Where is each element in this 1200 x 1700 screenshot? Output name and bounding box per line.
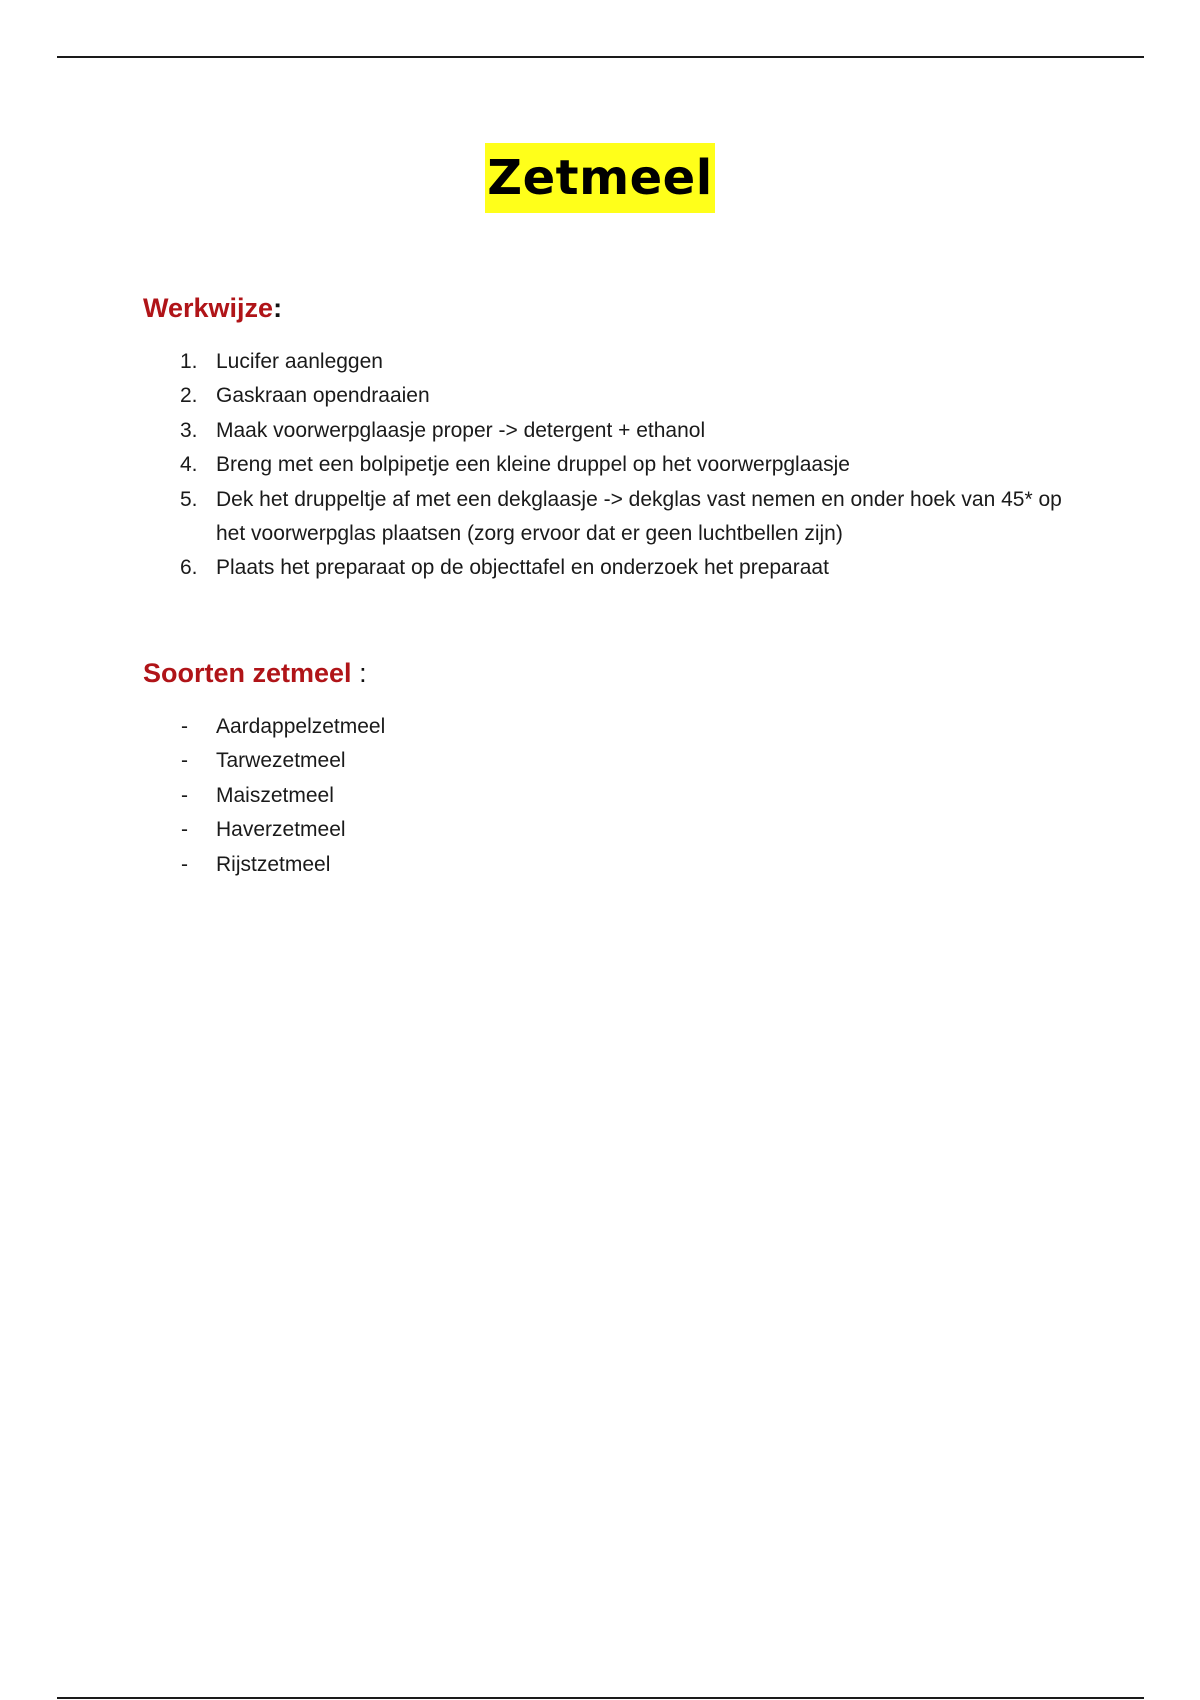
list-item-text: Gaskraan opendraaien: [216, 384, 430, 408]
list-item: [0, 744, 1066, 778]
list-item: [0, 345, 1066, 379]
starch-types-list: [0, 710, 1066, 882]
list-item-number: 6.: [180, 556, 198, 580]
list-item-bullet: -: [181, 749, 188, 773]
list-item-text: Plaats het preparaat op de objecttafel en onderzoek het preparaat: [216, 556, 829, 580]
list-item-text: Dek het druppeltje af met een dekglaasje -> dekglas vast nemen en onder hoek van 45* op het voorwerpglas plaatsen (zorg ervoor dat er geen luchtbellen zijn): [216, 487, 1062, 546]
list-item: [0, 710, 1066, 744]
bottom-rule: [57, 1697, 1144, 1699]
list-item: [0, 448, 1066, 482]
procedure-steps-list: [0, 345, 1100, 586]
section-heading-text: Soorten zetmeel: [143, 658, 352, 688]
list-item-text: Breng met een bolpipetje een kleine druppel op het voorwerpglaasje: [216, 453, 850, 477]
list-item: [0, 848, 1066, 882]
list-item-number: 3.: [180, 418, 198, 442]
section-heading-colon: :: [351, 658, 367, 688]
section-heading-soorten-zetmeel: [143, 655, 367, 691]
list-item-text: Tarwezetmeel: [216, 749, 346, 773]
page-title: Zetmeel: [485, 143, 714, 213]
list-item-bullet: -: [181, 715, 188, 738]
list-item-number: 1.: [180, 350, 198, 373]
section-heading-werkwijze: [143, 290, 282, 326]
list-item-text: Maiszetmeel: [216, 783, 334, 807]
list-item-number: 2.: [180, 384, 198, 408]
list-item: [0, 779, 1066, 813]
list-item-bullet: -: [181, 852, 188, 876]
list-item: [0, 551, 1066, 585]
list-item-text: Maak voorwerpglaasje proper -> detergent + ethanol: [216, 418, 706, 442]
list-item-bullet: -: [181, 818, 188, 842]
list-item-number: 5.: [180, 487, 198, 511]
list-item: [0, 414, 1066, 448]
list-item: [0, 813, 1066, 847]
title-container: [0, 143, 1200, 213]
top-rule: [57, 56, 1144, 58]
section-heading-colon: :: [273, 293, 283, 323]
list-item-text: Aardappelzetmeel: [216, 715, 386, 738]
list-item-text: Rijstzetmeel: [216, 852, 331, 876]
list-item-text: Haverzetmeel: [216, 818, 346, 842]
list-item-number: 4.: [180, 453, 198, 477]
list-item: [0, 379, 1066, 413]
list-item: [0, 483, 1066, 552]
list-item-text: Lucifer aanleggen: [216, 350, 383, 373]
section-heading-text: Werkwijze: [143, 293, 274, 323]
list-item-bullet: -: [181, 783, 188, 807]
